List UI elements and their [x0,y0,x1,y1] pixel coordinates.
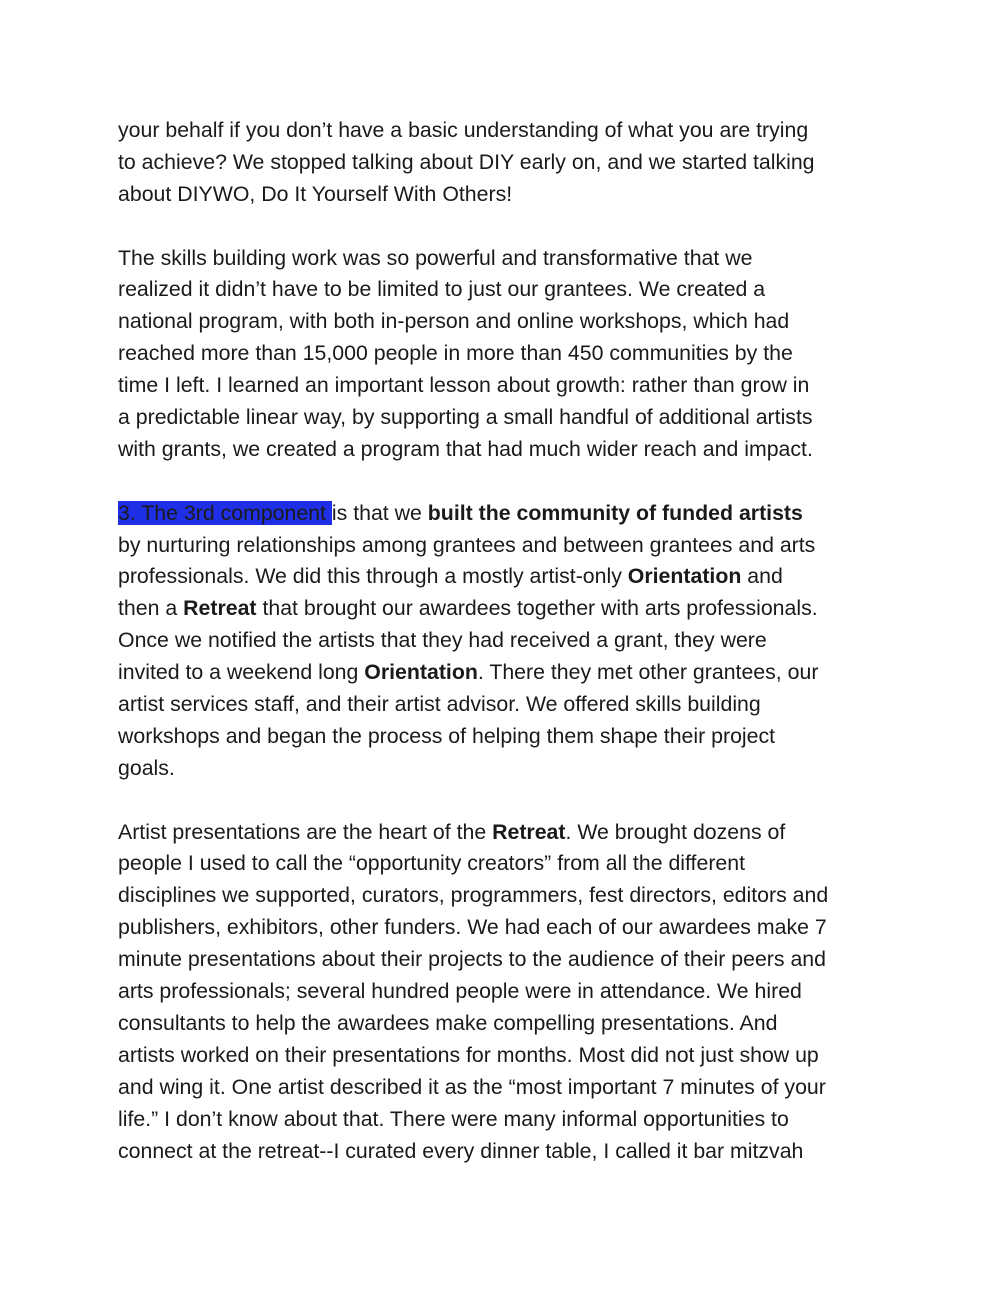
text-span: . We brought dozens of [565,819,786,844]
paragraph-2-line-6: a predictable linear way, by supporting a small handful of additional artists [118,405,813,430]
paragraph-4-line-8: artists worked on their presentations for months. Most did not just show up [118,1042,819,1067]
paragraph-3-line-8: workshops and began the process of helping them shape their project [118,723,776,748]
text-span: that brought our awardees together with arts professionals. [256,596,818,621]
text-span: . There they met other grantees, our [477,660,819,685]
paragraph-2-line-5: time I left. I learned an important lesson about growth: rather than grow in [118,373,810,398]
paragraph-3-line-5: Once we notified the artists that they had received a grant, they were [118,628,767,653]
paragraph-3-line-4 [118,593,898,625]
text-span: then a [118,596,184,621]
paragraph-4-line-3: disciplines we supported, curators, programmers, fest directors, editors and [118,883,829,908]
paragraph-2-line-2: realized it didn’t have to be limited to just our grantees. We created a [118,277,766,302]
bold-phrase: Retreat [492,819,566,844]
paragraph-3-line-9: goals. [118,755,175,780]
paragraph-spacer [118,785,898,817]
paragraph-4-line-1 [118,817,898,849]
paragraph-spacer [118,211,898,243]
bold-phrase: Orientation [364,660,478,685]
paragraph-4-line-7: consultants to help the awardees make compelling presentations. And [118,1010,778,1035]
paragraph-4-line-5: minute presentations about their projects to the audience of their peers and [118,947,826,972]
bold-phrase: Orientation [627,564,742,589]
paragraph-3-line-1 [118,498,898,530]
highlighted-heading: 3. The 3rd component [118,500,332,525]
text-span: is that we [331,500,428,525]
text-span: professionals. We did this through a mostly artist-only [118,564,628,589]
paragraph-3-line-3 [118,561,898,593]
paragraph-2-line-3: national program, with both in-person and online workshops, which had [118,309,790,334]
paragraph-4-line-9: and wing it. One artist described it as the “most important 7 minutes of your [118,1074,826,1099]
bold-phrase: built the community of funded artists [427,500,803,525]
paragraph-4-line-4: publishers, exhibitors, other funders. We had each of our awardees make 7 [118,915,827,940]
text-span: and [741,564,783,589]
text-span: invited to a weekend long [118,660,365,685]
paragraph-4-line-10: life.” I don’t know about that. There were many informal opportunities to [118,1106,789,1131]
paragraph-3-line-2: by nurturing relationships among grantees and between grantees and arts [118,532,816,557]
paragraph-1-line-2: to achieve? We stopped talking about DIY early on, and we started talking [118,149,815,174]
paragraph-3-line-6 [118,657,898,689]
bold-phrase: Retreat [183,596,257,621]
paragraph-2-line-1: The skills building work was so powerful and transformative that we [118,245,753,270]
paragraph-2-line-4: reached more than 15,000 people in more than 450 communities by the [118,341,793,366]
paragraph-1-line-3: about DIYWO, Do It Yourself With Others! [118,181,513,206]
paragraph-4-line-6: arts professionals; several hundred people were in attendance. We hired [118,979,802,1004]
paragraph-4-line-2: people I used to call the “opportunity creators” from all the different [118,851,746,876]
paragraph-3-line-7: artist services staff, and their artist advisor. We offered skills building [118,692,761,717]
paragraph-1-line-1: your behalf if you don’t have a basic understanding of what you are trying [118,118,809,142]
body-text [118,115,898,1167]
paragraph-2-line-7: with grants, we created a program that had much wider reach and impact. [118,436,813,461]
paragraph-4-line-11: connect at the retreat--I curated every dinner table, I called it bar mitzvah [118,1138,804,1163]
text-span: Artist presentations are the heart of the [118,819,493,844]
paragraph-spacer [118,466,898,498]
